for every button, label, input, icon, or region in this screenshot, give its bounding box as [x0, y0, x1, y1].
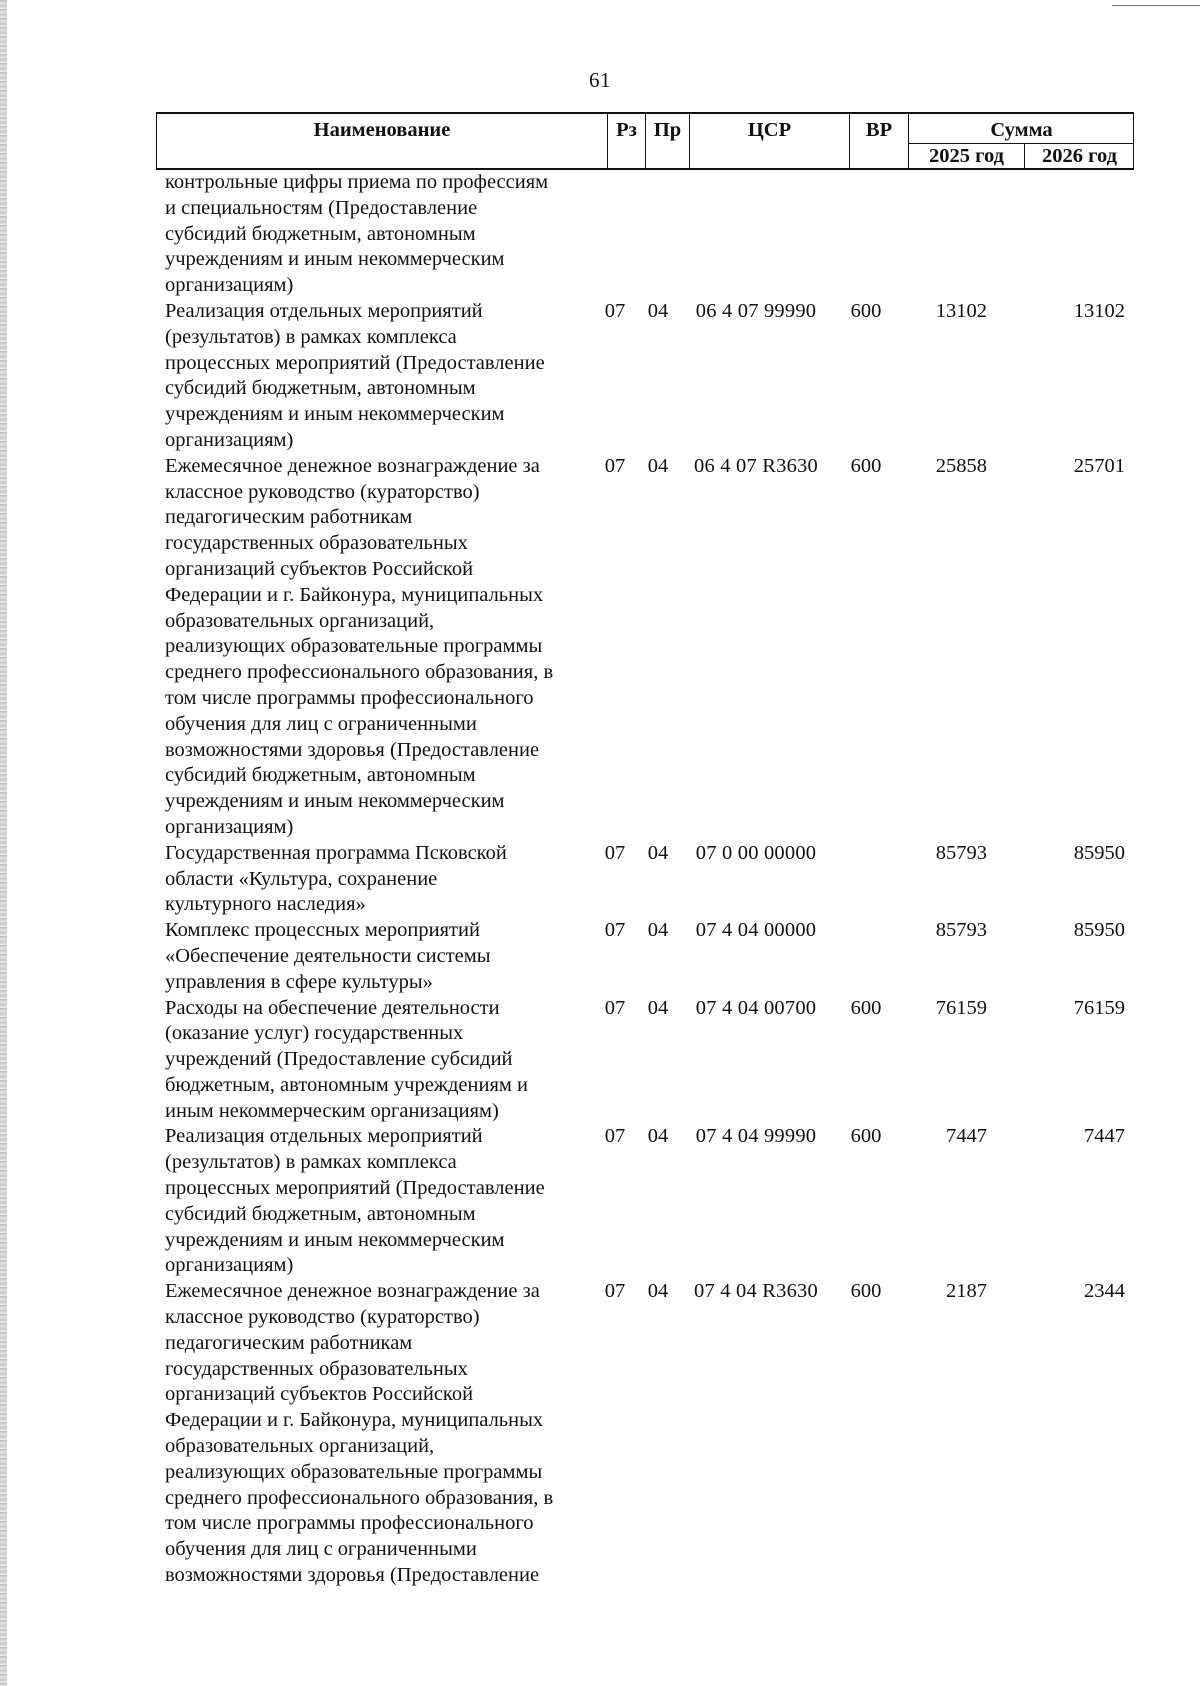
row-name: Ежемесячное денежное вознаграждение за классное руководство (кураторство) педагогическим работникам государственных образовательных организаций субъектов Российской Федерации и г. Байконура, муниципальных образовательных организаций, реализующих образовательные программы среднего профессионального образования, в том числе программы профессионального обучения для лиц с ограниченными возможностями здоровья (Предоставление [165, 1280, 554, 1587]
row-csr: 07 4 04 R3630 [694, 1280, 818, 1303]
row-name: Ежемесячное денежное вознаграждение за классное руководство (кураторство) педагогическим работникам государственных образовательных организаций субъектов Российской Федерации и г. Байконура, муниципальных образовательных организаций, реализующих образовательные программы среднего профессионального образования, в том числе программы профессионального обучения для лиц с ограниченными возможностями здоровья (Предоставление субсидий бюджетным, автономным учреждениям и иным некоммерческим организациям) [165, 454, 554, 838]
row-pr: 04 [647, 919, 669, 942]
row-vr [831, 841, 901, 918]
scan-edge [0, 0, 7, 1686]
row-sum-2025 [901, 170, 1017, 299]
row-rz: 07 [604, 841, 626, 864]
row-csr: 06 4 07 R3630 [694, 454, 818, 477]
row-name: контрольные цифры приема по профессиям и специальностям (Предоставление субсидий бюджетным, автономным учреждениям и иным некоммерческим организациям) [165, 171, 549, 297]
row-vr: 600 [850, 1125, 882, 1148]
row-sum-2025: 7447 [946, 1125, 987, 1148]
row-pr: 04 [647, 454, 669, 477]
row-pr: 04 [647, 1280, 669, 1303]
table-row [165, 454, 1125, 841]
row-sum-2026: 85950 [1073, 919, 1125, 942]
row-name: Комплекс процессных мероприятий «Обеспечение деятельности системы управления в сфере культуры» [165, 919, 491, 993]
row-sum-2026 [1017, 170, 1125, 299]
row-pr: 04 [647, 841, 669, 864]
row-pr: 04 [647, 996, 669, 1019]
page-number: 61 [589, 68, 611, 92]
scan-top-line [1112, 5, 1200, 6]
row-csr [681, 170, 831, 299]
header-year-2026: 2026 год [1042, 145, 1117, 167]
row-name: Расходы на обеспечение деятельности (оказание услуг) государственных учреждений (Предоставление субсидий бюджетным, автономным учреждениям и иным некоммерческим организациям) [165, 996, 528, 1122]
row-vr: 600 [850, 299, 882, 322]
table-row [165, 918, 1125, 995]
row-sum-2025: 2187 [946, 1280, 987, 1303]
header-rz: Рз [608, 114, 646, 168]
row-vr: 600 [850, 454, 882, 477]
header-vr: ВР [850, 114, 909, 168]
row-rz [595, 170, 635, 299]
row-vr [831, 170, 901, 299]
row-vr [831, 918, 901, 995]
row-rz: 07 [604, 1125, 626, 1148]
row-csr: 07 4 04 00700 [695, 996, 817, 1019]
table-row [165, 1279, 1125, 1589]
row-sum-2025: 25858 [935, 454, 987, 477]
table-row [165, 170, 1125, 299]
row-sum-2025: 13102 [935, 299, 987, 322]
row-rz: 07 [604, 996, 626, 1019]
header-sum: Сумма [909, 114, 1134, 144]
table-row [165, 841, 1125, 918]
row-sum-2025: 76159 [935, 996, 987, 1019]
row-sum-2026: 25701 [1073, 454, 1125, 477]
row-sum-2026: 7447 [1084, 1125, 1125, 1148]
row-name: Реализация отдельных мероприятий (результатов) в рамках комплекса процессных мероприятий (Предоставление субсидий бюджетным, автономным учреждениям и иным некоммерческим организациям) [165, 299, 545, 451]
row-sum-2026: 85950 [1073, 841, 1125, 864]
header-pr: Пр [646, 114, 690, 168]
row-rz: 07 [604, 454, 626, 477]
header-csr: ЦСР [690, 114, 850, 168]
row-vr: 600 [850, 996, 882, 1019]
row-sum-2025: 85793 [935, 919, 987, 942]
table-row [165, 1124, 1125, 1279]
row-sum-2026: 13102 [1073, 299, 1125, 322]
row-pr [635, 170, 681, 299]
table-header [156, 112, 1134, 170]
row-csr: 06 4 07 99990 [695, 299, 817, 322]
row-sum-2026: 2344 [1084, 1280, 1125, 1303]
header-year-2025: 2025 год [909, 144, 1025, 170]
row-rz: 07 [604, 299, 626, 322]
row-csr: 07 4 04 99990 [695, 1125, 817, 1148]
table-row [165, 299, 1125, 454]
row-pr: 04 [647, 299, 669, 322]
header-name: Наименование [157, 114, 608, 168]
row-sum-2025: 85793 [935, 841, 987, 864]
row-pr: 04 [647, 1125, 669, 1148]
row-name: Государственная программа Псковской области «Культура, сохранение культурного наследия» [165, 841, 507, 916]
row-rz: 07 [604, 1280, 626, 1303]
row-vr: 600 [850, 1280, 882, 1303]
table-body [165, 170, 1125, 1589]
table-row [165, 996, 1125, 1125]
row-rz: 07 [604, 919, 626, 942]
row-csr: 07 4 04 00000 [695, 919, 817, 942]
row-name: Реализация отдельных мероприятий (результатов) в рамках комплекса процессных мероприятий (Предоставление субсидий бюджетным, автономным учреждениям и иным некоммерческим организациям) [165, 1125, 545, 1277]
row-csr: 07 0 00 00000 [695, 841, 817, 864]
row-sum-2026: 76159 [1073, 996, 1125, 1019]
